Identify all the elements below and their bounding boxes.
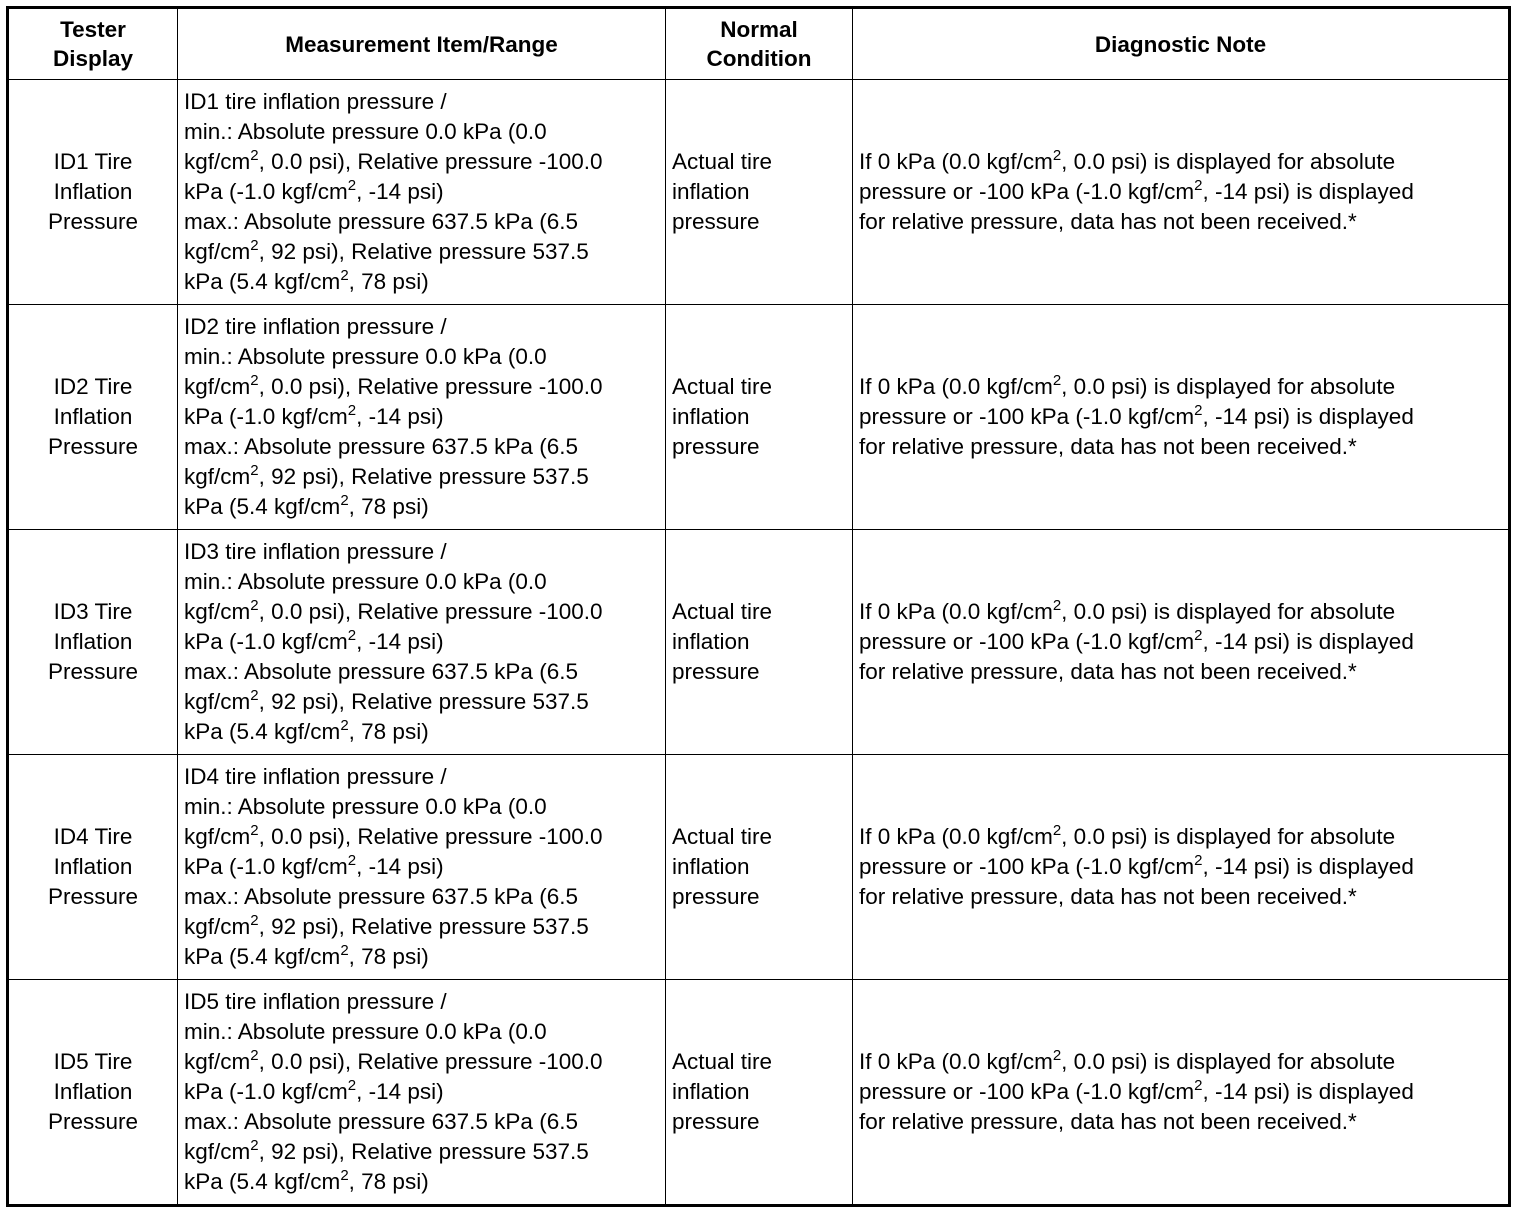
diagnostic-note-cell: If 0 kPa (0.0 kgf/$cm^2$, 0.0 psi) is displayed for absolute pressure or -100 kPa (-1.0 kgf/$cm^2$, -14 psi) is displayed for relative pressure, data has not been received.* <box>853 530 1510 755</box>
tester-display-cell: ID3 Tire Inflation Pressure <box>8 530 178 755</box>
measurement-range-cell: ID4 tire inflation pressure / min.: Absolute pressure 0.0 kPa (0.0 kgf/$cm^2$, 0.0 psi), Relative pressure -100.0 kPa (-1.0 kgf/$cm^2$, -14 psi) max.: Absolute pressure 637.5 kPa (6.5 kgf/$cm^2$, 92 psi), Relative pressure 537.5 kPa (5.4 kgf/$cm^2$, 78 psi) <box>178 755 666 980</box>
normal-condition-cell: Actual tire inflation pressure <box>666 305 853 530</box>
tester-display-cell: ID2 Tire Inflation Pressure <box>8 305 178 530</box>
normal-condition-cell: Actual tire inflation pressure <box>666 755 853 980</box>
measurement-range-cell: ID1 tire inflation pressure / min.: Absolute pressure 0.0 kPa (0.0 kgf/$cm^2$, 0.0 psi), Relative pressure -100.0 kPa (-1.0 kgf/$cm^2$, -14 psi) max.: Absolute pressure 637.5 kPa (6.5 kgf/$cm^2$, 92 psi), Relative pressure 537.5 kPa (5.4 kgf/$cm^2$, 78 psi) <box>178 80 666 305</box>
header-normal-condition: Normal Condition <box>666 8 853 80</box>
table-row <box>8 305 1510 530</box>
table-row <box>8 530 1510 755</box>
diagnostic-note-cell: If 0 kPa (0.0 kgf/$cm^2$, 0.0 psi) is displayed for absolute pressure or -100 kPa (-1.0 kgf/$cm^2$, -14 psi) is displayed for relative pressure, data has not been received.* <box>853 755 1510 980</box>
table-row <box>8 80 1510 305</box>
tester-display-cell: ID1 Tire Inflation Pressure <box>8 80 178 305</box>
measurement-range-cell: ID5 tire inflation pressure / min.: Absolute pressure 0.0 kPa (0.0 kgf/$cm^2$, 0.0 psi), Relative pressure -100.0 kPa (-1.0 kgf/$cm^2$, -14 psi) max.: Absolute pressure 637.5 kPa (6.5 kgf/$cm^2$, 92 psi), Relative pressure 537.5 kPa (5.4 kgf/$cm^2$, 78 psi) <box>178 980 666 1206</box>
data-list-table <box>6 6 1511 1207</box>
header-measurement-item: Measurement Item/Range <box>178 8 666 80</box>
tester-display-cell: ID4 Tire Inflation Pressure <box>8 755 178 980</box>
header-tester-display: Tester Display <box>8 8 178 80</box>
diagnostic-note-cell: If 0 kPa (0.0 kgf/$cm^2$, 0.0 psi) is displayed for absolute pressure or -100 kPa (-1.0 kgf/$cm^2$, -14 psi) is displayed for relative pressure, data has not been received.* <box>853 980 1510 1206</box>
measurement-range-cell: ID2 tire inflation pressure / min.: Absolute pressure 0.0 kPa (0.0 kgf/$cm^2$, 0.0 psi), Relative pressure -100.0 kPa (-1.0 kgf/$cm^2$, -14 psi) max.: Absolute pressure 637.5 kPa (6.5 kgf/$cm^2$, 92 psi), Relative pressure 537.5 kPa (5.4 kgf/$cm^2$, 78 psi) <box>178 305 666 530</box>
normal-condition-cell: Actual tire inflation pressure <box>666 980 853 1206</box>
header-row <box>8 8 1510 80</box>
diagnostic-note-cell: If 0 kPa (0.0 kgf/$cm^2$, 0.0 psi) is displayed for absolute pressure or -100 kPa (-1.0 kgf/$cm^2$, -14 psi) is displayed for relative pressure, data has not been received.* <box>853 305 1510 530</box>
header-diagnostic-note: Diagnostic Note <box>853 8 1510 80</box>
table-row <box>8 980 1510 1206</box>
tester-display-cell: ID5 Tire Inflation Pressure <box>8 980 178 1206</box>
table-row <box>8 755 1510 980</box>
diagnostic-note-cell: If 0 kPa (0.0 kgf/$cm^2$, 0.0 psi) is displayed for absolute pressure or -100 kPa (-1.0 kgf/$cm^2$, -14 psi) is displayed for relative pressure, data has not been received.* <box>853 80 1510 305</box>
normal-condition-cell: Actual tire inflation pressure <box>666 530 853 755</box>
normal-condition-cell: Actual tire inflation pressure <box>666 80 853 305</box>
measurement-range-cell: ID3 tire inflation pressure / min.: Absolute pressure 0.0 kPa (0.0 kgf/$cm^2$, 0.0 psi), Relative pressure -100.0 kPa (-1.0 kgf/$cm^2$, -14 psi) max.: Absolute pressure 637.5 kPa (6.5 kgf/$cm^2$, 92 psi), Relative pressure 537.5 kPa (5.4 kgf/$cm^2$, 78 psi) <box>178 530 666 755</box>
